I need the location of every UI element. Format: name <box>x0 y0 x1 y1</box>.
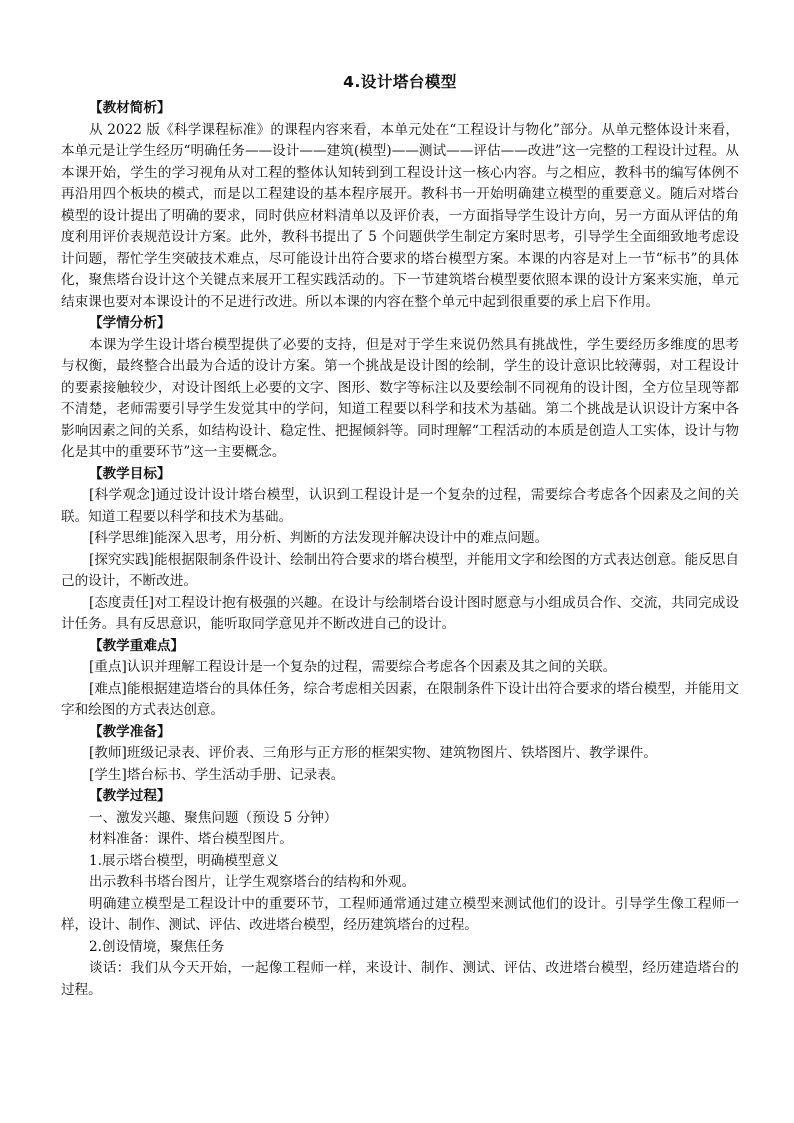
paragraph: [科学观念]通过设计设计塔台模型，认识到工程设计是一个复杂的过程，需要综合考虑各个因素及之间的关联。知道工程要以科学和技术为基础。 <box>61 487 739 525</box>
paragraph: [教师]班级记录表、评价表、三角形与正方形的框架实物、建筑物图片、铁塔图片、教学课件。 <box>89 745 657 761</box>
section-key-difficult-points <box>61 636 739 722</box>
paragraph: [难点]能根据建造塔台的具体任务，综合考虑相关因素，在限制条件下设计出符合要求的塔台模型，并能用文字和绘图的方式表达创意。 <box>61 680 739 718</box>
paragraph: [学生]塔台标书、学生活动手册、记录表。 <box>89 766 345 783</box>
section-teaching-objectives <box>61 464 739 636</box>
paragraph: 一、激发兴趣、聚焦问题（预设 5 分钟） <box>89 809 338 826</box>
document-title: 4.设计塔台模型 <box>343 73 457 91</box>
paragraph: [重点]认识并理解工程设计是一个复杂的过程，需要综合考虑各个因素及其之间的关联。 <box>89 659 617 675</box>
paragraph: 从 2022 版《科学课程标准》的课程内容来看，本单元处在“工程设计与物化”部分。从单元整体设计来看，本单元是让学生经历“明确任务——设计——建筑(模型)——测试——评估——改进”这一完整的工程设计过程。从本课开始，学生的学习视角从对工程的整体认知转到到工程设计这一核心内容。与之相应，教科书的编写体例不再沿用四个板块的模式，而是以工程建设的基本程序展开。教科书一开始明确建立模型的重要意义。随后对塔台模型的设计提出了明确的要求，同时供应材料清单以及评价表，一方面指导学生设计方向，另一方面从评估的角度利用评价表规范设计方案。此外，教科书提出了 5 个问题供学生制定方案时思考，引导学生全面细致地考虑设计问题，帮忙学生突破技术难点，尽可能设计出符合要求的塔台模型方案。本课的内容是对上一节“标书”的具体化，聚焦塔台设计这个关键点来展开工程实践活动的。下一节建筑塔台模型要依照本课的设计方案来实施，单元结束课也要对本课设计的不足进行改进。所以本课的内容在整个单元中起到很重要的承上启下作用。 <box>61 121 739 310</box>
paragraph: 1.展示塔台模型，明确模型意义 <box>89 852 279 869</box>
section-heading: 【教学目标】 <box>89 465 171 482</box>
document-page <box>61 72 739 1001</box>
section-heading: 【教学重难点】 <box>89 637 185 654</box>
section-heading: 【教学过程】 <box>89 788 171 804</box>
paragraph: [探究实践]能根据限制条件设计、绘制出符合要求的塔台模型，并能用文字和绘图的方式表达创意。能反思自己的设计，不断改进。 <box>61 551 739 589</box>
section-teaching-process <box>61 786 739 1001</box>
section-teaching-preparation <box>61 722 739 787</box>
paragraph: 2.创设情境，聚焦任务 <box>89 938 225 955</box>
paragraph: 材料准备：课件、塔台模型图片。 <box>89 831 293 847</box>
section-learner-analysis <box>61 313 739 464</box>
paragraph: [科学思维]能深入思考，用分析、判断的方法发现并解决设计中的难点问题。 <box>89 530 549 546</box>
section-heading: 【教学准备】 <box>89 723 171 740</box>
paragraph: 明确建立模型是工程设计中的重要环节，工程师通常通过建立模型来测试他们的设计。引导学生像工程师一样，设计、制作、测试、评估、改进塔台模型，经历建筑塔台的过程。 <box>61 895 739 933</box>
section-heading: 【学情分析】 <box>89 315 171 331</box>
paragraph: [态度责任]对工程设计抱有极强的兴趣。在设计与绘制塔台设计图时愿意与小组成员合作、交流，共同完成设计任务。具有反思意识，能听取同学意见并不断改进自己的设计。 <box>61 594 739 632</box>
paragraph: 谈话：我们从今天开始，一起像工程师一样，来设计、制作、测试、评估、改进塔台模型，经历建造塔台的过程。 <box>61 960 739 998</box>
section-textbook-analysis <box>61 98 739 313</box>
section-heading: 【教材简析】 <box>89 100 171 116</box>
paragraph: 本课为学生设计塔台模型提供了必要的支持，但是对于学生来说仍然具有挑战性，学生要经历多维度的思考与权衡，最终整合出最为合适的设计方案。第一个挑战是设计图的绘制，学生的设计意识比较薄弱，对工程设计的要素接触较少，对设计图纸上必要的文字、图形、数字等标注以及要绘制不同视角的设计图，全方位呈现等都不清楚，老师需要引导学生发觉其中的学问，知道工程要以科学和技术为基础。第二个挑战是认识设计方案中各影响因素之间的关系，如结构设计、稳定性、把握倾斜等。同时理解“工程活动的本质是创造人工实体，设计与物化是其中的重要环节”这一主要概念。 <box>61 336 739 460</box>
paragraph: 出示教科书塔台图片，让学生观察塔台的结构和外观。 <box>89 874 416 890</box>
